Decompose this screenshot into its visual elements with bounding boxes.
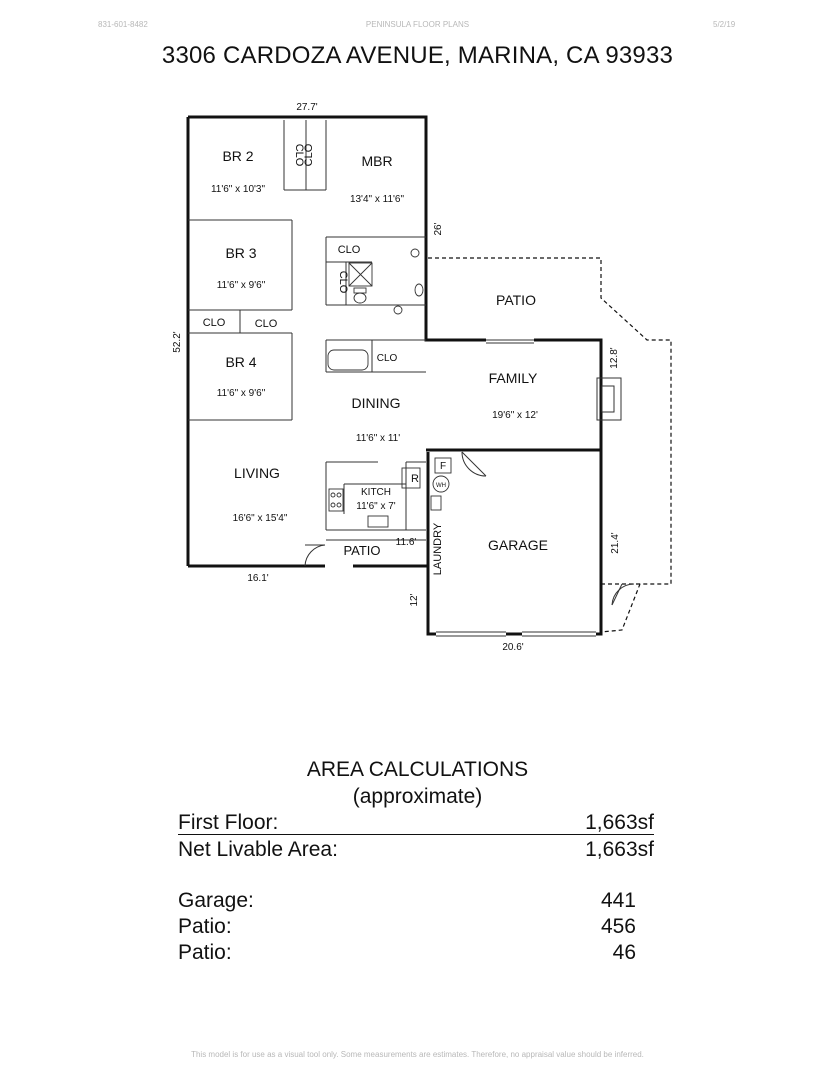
furnace-label: F	[439, 461, 447, 472]
room-dining-dims: 11'6" x 11'	[355, 433, 401, 444]
page-title: 3306 CARDOZA AVENUE, MARINA, CA 93933	[161, 42, 674, 69]
closet-label-5: CLO	[202, 317, 226, 329]
room-br3-dims: 11'6" x 9'6"	[216, 280, 266, 291]
interior-walls	[188, 120, 426, 540]
room-br4-dims: 11'6" x 9'6"	[216, 388, 266, 399]
room-patio-small-name: PATIO	[343, 543, 381, 558]
area-row-value: 1,663sf	[585, 811, 654, 834]
dimension-patio-small: 11.6'	[395, 537, 417, 548]
area-row-value: 441	[600, 889, 636, 912]
header-phone: 831-601-8482	[98, 20, 148, 29]
area-calculations-subtitle: (approximate)	[352, 785, 483, 808]
area-row-value: 1,663sf	[585, 838, 654, 861]
dimension-garage-left: 12'	[409, 593, 420, 607]
room-dining-name: DINING	[351, 395, 401, 411]
area-row-label: Patio:	[178, 941, 232, 964]
room-mbr-name: MBR	[361, 153, 393, 169]
room-garage-name: GARAGE	[488, 537, 548, 553]
room-br2-name: BR 2	[222, 148, 254, 164]
room-living-name: LIVING	[234, 465, 280, 481]
area-calculations-title: AREA CALCULATIONS	[306, 758, 529, 781]
room-patio-main-name: PATIO	[496, 292, 536, 308]
area-divider	[178, 834, 654, 835]
area-row-label: Net Livable Area:	[178, 838, 338, 861]
dimension-garage-right: 21.4'	[610, 532, 621, 554]
area-row-value: 456	[600, 915, 636, 938]
room-living-dims: 16'6" x 15'4"	[232, 513, 288, 524]
area-row-value: 46	[612, 941, 636, 964]
room-br2-dims: 11'6" x 10'3"	[210, 184, 266, 195]
water-heater-label: WH	[436, 483, 446, 489]
disclaimer: This model is for use as a visual tool only. Some measurements are estimates. Therefore, no appraisal value should be inferred.	[191, 1050, 644, 1059]
room-kitchen-dims: 11'6" x 7'	[356, 501, 396, 512]
room-family-name: FAMILY	[488, 370, 538, 386]
room-kitchen-name: KITCH	[361, 487, 391, 498]
patio-outline	[428, 258, 671, 632]
room-family-dims: 19'6" x 12'	[492, 410, 538, 421]
dimension-right-upper: 26'	[433, 222, 444, 236]
closet-label-6: CLO	[254, 318, 278, 330]
closet-label-1: CLO	[293, 143, 305, 167]
closet-label-3: CLO	[337, 244, 361, 256]
closet-label-2: CLO	[303, 143, 315, 167]
header-company: PENINSULA FLOOR PLANS	[365, 20, 470, 29]
doors	[305, 340, 634, 636]
closet-label-4: CLO	[337, 270, 349, 294]
dimension-top: 27.7'	[296, 102, 318, 113]
closet-label-7: CLO	[376, 353, 398, 364]
area-row-label: First Floor:	[178, 811, 279, 834]
dimension-garage-bottom: 20.6'	[502, 642, 524, 653]
header-date: 5/2/19	[713, 20, 736, 29]
dimension-left: 52.2'	[172, 331, 183, 353]
refrigerator-label: R	[411, 473, 419, 485]
room-br4-name: BR 4	[225, 354, 257, 370]
dimension-family-right: 12.8'	[609, 347, 620, 369]
area-row-label: Patio:	[178, 915, 232, 938]
bathroom-fixtures	[328, 249, 423, 370]
dimension-bottom-left: 16.1'	[247, 573, 269, 584]
room-br3-name: BR 3	[225, 245, 257, 261]
area-row-label: Garage:	[178, 889, 254, 912]
room-mbr-dims: 13'4" x 11'6"	[349, 194, 405, 205]
room-laundry-name: LAUNDRY	[432, 522, 444, 576]
